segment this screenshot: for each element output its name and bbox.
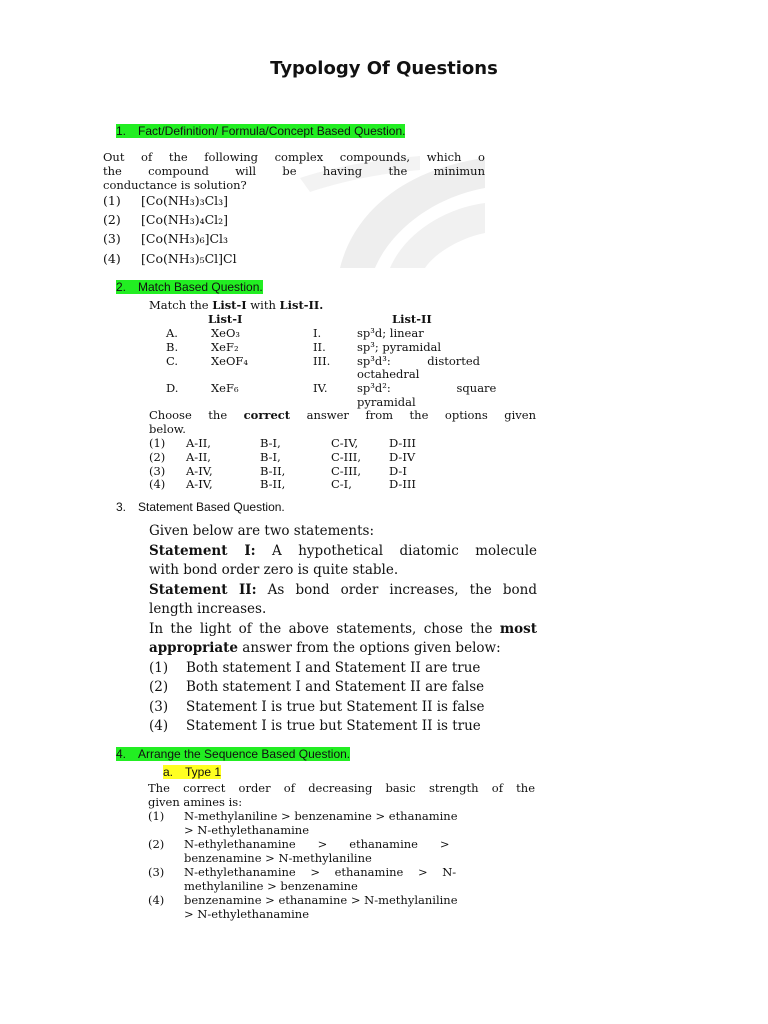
intro-text: Match the xyxy=(149,298,213,312)
option-part: D-III xyxy=(389,436,416,450)
list-1-item: XeF₂ xyxy=(211,339,239,354)
page-title: Typology Of Questions xyxy=(270,58,498,79)
option-part: C-III, xyxy=(331,449,361,464)
option-item xyxy=(148,837,535,865)
list-2-item: sp³d³: distorted xyxy=(357,353,481,368)
option-item xyxy=(149,698,537,718)
list-1-item: XeO₃ xyxy=(211,326,241,340)
section-4-title: Arrange the Sequence Based Question. xyxy=(138,747,351,761)
list-2-roman: IV. xyxy=(313,381,328,396)
section-4a-number: a. xyxy=(163,765,174,779)
option-number: (2) xyxy=(149,679,169,695)
instruction-text: In the light of the above statements, chose the xyxy=(149,620,500,637)
option-part: C-I, xyxy=(331,477,352,492)
choose-text: answer from the options given xyxy=(290,408,536,422)
question-line: given amines is: xyxy=(148,795,243,809)
section-4-options xyxy=(148,809,535,921)
option-item xyxy=(149,678,537,698)
section-2-number: 2. xyxy=(116,280,127,294)
list-2-header: List-II xyxy=(392,312,432,326)
option-item xyxy=(149,450,449,464)
section-4a-title: Type 1 xyxy=(185,765,222,779)
option-part: D-IV xyxy=(389,449,416,464)
option-line: methylaniline > benzenamine xyxy=(184,879,358,893)
option-item xyxy=(103,229,237,248)
list-2-item: sp³d; linear xyxy=(357,326,424,340)
option-item xyxy=(149,659,537,679)
intro-text: with xyxy=(246,298,280,312)
option-part: B-II, xyxy=(260,463,286,478)
statement-1-text: A hypothetical diatomic molecule xyxy=(255,542,537,559)
list-1-item: XeOF₄ xyxy=(211,353,249,368)
option-number: (1) xyxy=(148,809,165,823)
option-item xyxy=(149,464,449,478)
section-1-options xyxy=(103,191,237,268)
list-2-roman: I. xyxy=(313,326,322,340)
option-line: N-ethylethanamine > ethanamine > xyxy=(184,837,450,851)
match-row xyxy=(166,326,536,340)
option-text: [Co(NH₃)₄Cl₂] xyxy=(141,212,229,228)
option-part: B-II, xyxy=(260,477,286,492)
section-2-choose xyxy=(149,408,536,436)
option-text: [Co(NH₃)₃Cl₃] xyxy=(141,193,229,208)
option-item xyxy=(149,717,537,737)
option-number: (3) xyxy=(149,463,166,478)
section-2-intro xyxy=(149,298,323,312)
option-line: N-methylaniline > benzenamine > ethanamine xyxy=(184,809,458,823)
section-2-options xyxy=(149,436,449,491)
option-number: (3) xyxy=(148,865,165,879)
match-row xyxy=(166,395,536,409)
list-2-roman: II. xyxy=(313,339,326,354)
option-number: (2) xyxy=(149,449,166,464)
list-2-item: sp³; pyramidal xyxy=(357,339,442,354)
option-part: A-IV, xyxy=(186,477,213,492)
question-line: conductance is solution? xyxy=(103,178,247,192)
intro-bold: List-II. xyxy=(279,298,324,312)
option-number: (1) xyxy=(103,193,121,208)
match-table xyxy=(166,326,536,409)
match-row xyxy=(166,354,536,368)
list-2-item: pyramidal xyxy=(357,394,416,409)
instruction-text: answer from the options given below: xyxy=(238,640,501,656)
intro-bold: List-I xyxy=(212,298,247,312)
section-3-heading xyxy=(116,500,285,514)
section-1-heading xyxy=(116,124,405,138)
choose-bold: correct xyxy=(243,408,291,422)
list-1-letter: D. xyxy=(166,381,179,396)
list-1-item: XeF₆ xyxy=(211,381,239,396)
instruction-bold: appropriate xyxy=(149,640,238,656)
option-line: N-ethylethanamine > ethanamine > N- xyxy=(184,865,457,879)
match-row xyxy=(166,381,536,395)
section-3-question xyxy=(149,522,537,737)
option-number: (1) xyxy=(149,436,166,450)
option-line: benzenamine > ethanamine > N-methylaniline xyxy=(184,893,458,907)
option-text: Both statement I and Statement II are false xyxy=(186,679,485,695)
statement-1-text: with bond order zero is quite stable. xyxy=(149,562,399,578)
list-1-letter: B. xyxy=(166,339,179,354)
choose-text: below. xyxy=(149,422,186,436)
option-line: > N-ethylethanamine xyxy=(184,907,309,921)
option-part: D-I xyxy=(389,463,407,478)
option-number: (3) xyxy=(103,231,121,247)
option-item xyxy=(148,809,535,837)
option-item xyxy=(103,191,237,210)
statement-1-label: Statement I: xyxy=(149,542,256,559)
option-text: [Co(NH₃)₆]Cl₃ xyxy=(141,231,229,247)
statement-2-text: As bond order increases, the bond xyxy=(256,581,537,598)
section-1-question xyxy=(103,150,485,192)
option-part: C-III, xyxy=(331,463,361,478)
list-2-item: octahedral xyxy=(357,367,420,382)
section-4a-heading xyxy=(163,765,221,779)
option-part: C-IV, xyxy=(331,436,359,450)
statement-2-label: Statement II: xyxy=(149,581,257,598)
match-row xyxy=(166,367,536,381)
option-line: > N-ethylethanamine xyxy=(184,823,309,837)
list-2-item: sp³d²: square xyxy=(357,381,497,396)
section-1-title: Fact/Definition/ Formula/Concept Based Question. xyxy=(138,124,406,138)
option-part: D-III xyxy=(389,477,416,492)
section-4-question xyxy=(148,781,535,809)
statement-2-text: length increases. xyxy=(149,601,267,617)
list-1-letter: A. xyxy=(166,326,178,340)
option-number: (2) xyxy=(148,837,165,851)
option-text: Both statement I and Statement II are true xyxy=(186,659,481,676)
option-item xyxy=(149,436,449,450)
option-part: A-II, xyxy=(186,436,211,450)
section-4-number: 4. xyxy=(116,747,127,761)
option-part: A-II, xyxy=(186,449,211,464)
section-2-heading xyxy=(116,280,263,294)
section-1-number: 1. xyxy=(116,124,127,138)
option-part: B-I, xyxy=(260,449,281,464)
section-2-title: Match Based Question. xyxy=(138,280,263,294)
option-part: A-IV, xyxy=(186,463,213,478)
option-item xyxy=(103,210,237,229)
question-line: The correct order of decreasing basic strength of the xyxy=(148,781,535,795)
option-number: (4) xyxy=(149,477,166,492)
option-text: Statement I is true but Statement II is false xyxy=(186,698,485,715)
option-line: benzenamine > N-methylaniline xyxy=(184,851,372,865)
question-line: Out of the following complex compounds, which o xyxy=(103,150,485,164)
list-1-letter: C. xyxy=(166,353,179,368)
section-3-title: Statement Based Question. xyxy=(138,500,285,514)
option-number: (4) xyxy=(103,250,121,266)
option-number: (2) xyxy=(103,212,121,228)
option-item xyxy=(148,865,535,893)
option-item xyxy=(148,893,535,921)
question-line: the compound will be having the minimun xyxy=(103,164,485,178)
option-number: (4) xyxy=(149,718,169,734)
section-4-heading xyxy=(116,747,350,761)
instruction-bold: most xyxy=(499,620,537,637)
option-number: (1) xyxy=(149,659,169,676)
option-text: [Co(NH₃)₅Cl]Cl xyxy=(141,250,237,266)
option-number: (4) xyxy=(148,893,165,907)
choose-text: Choose the xyxy=(149,408,244,422)
list-2-roman: III. xyxy=(313,353,331,368)
match-row xyxy=(166,340,536,354)
list-1-header: List-I xyxy=(208,312,243,326)
option-part: B-I, xyxy=(260,436,281,450)
option-text: Statement I is true but Statement II is true xyxy=(186,718,481,734)
option-item xyxy=(103,249,237,268)
option-item xyxy=(149,477,449,491)
option-number: (3) xyxy=(149,698,169,715)
section-3-number: 3. xyxy=(116,500,127,514)
statement-intro: Given below are two statements: xyxy=(149,523,375,539)
